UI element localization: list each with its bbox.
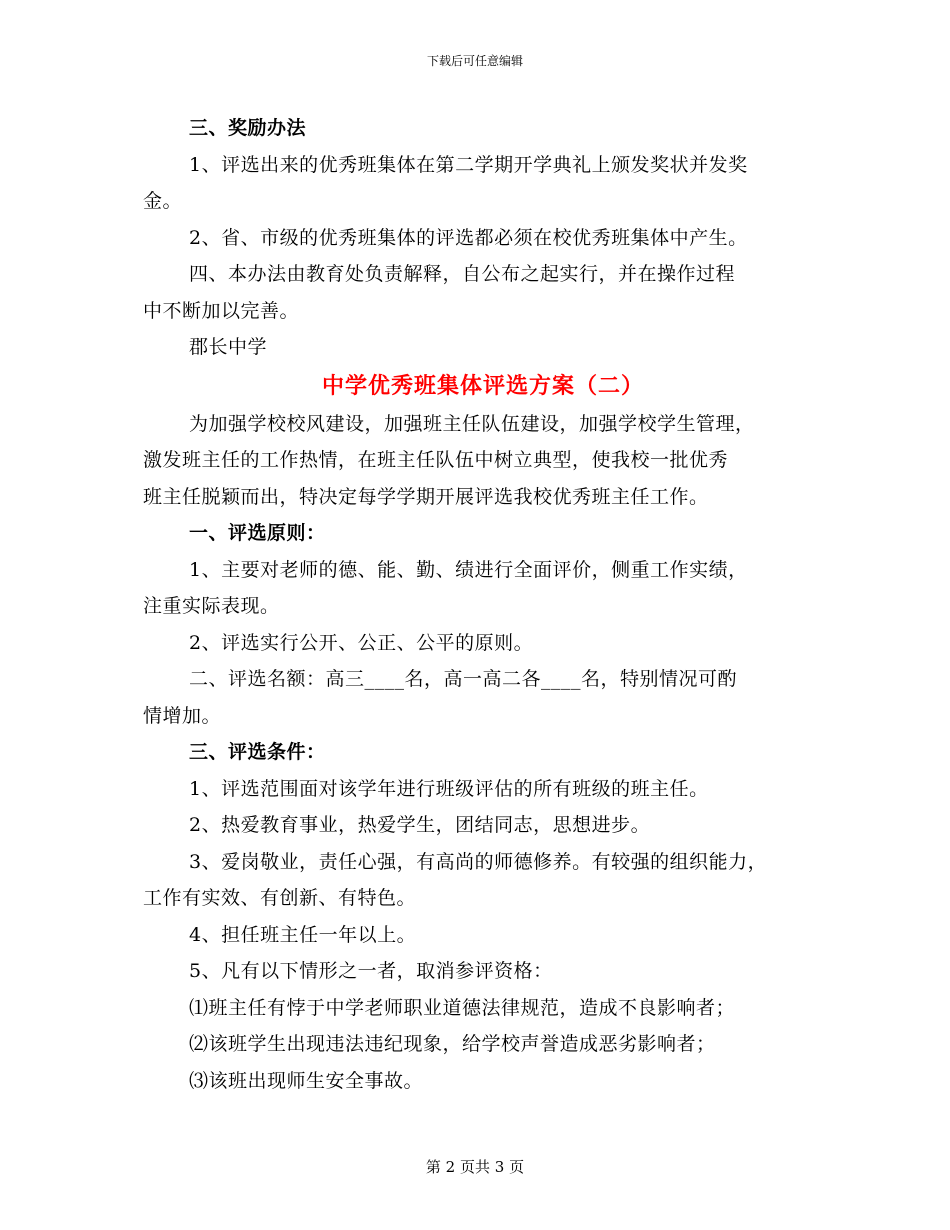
paragraph-line: ⑴班主任有悖于中学老师职业道德法律规范，造成不良影响者；: [189, 996, 736, 1019]
document-title: 中学优秀班集体评选方案（二）: [321, 372, 644, 399]
paragraph-line: ⑶该班出现师生安全事故。: [189, 1069, 424, 1092]
paragraph-line: 郡长中学: [189, 336, 268, 358]
section-heading: 三、奖励办法: [189, 117, 307, 139]
paragraph-line: 2、热爱教育事业，热爱学生，团结同志，思想进步。: [189, 814, 651, 836]
paragraph-line: 注重实际表现。: [143, 595, 280, 617]
paragraph-line: 为加强学校校风建设，加强班主任队伍建设，加强学校学生管理，: [189, 412, 755, 435]
paragraph-line: 情增加。: [143, 704, 222, 727]
paragraph-line: 中不断加以完善。: [143, 299, 300, 322]
paragraph-line: ⑵该班学生出现违法违纪现象，给学校声誉造成恶劣影响者；: [189, 1033, 716, 1055]
page-header: 下载后可任意编辑: [426, 54, 523, 68]
paragraph-line: 四、本办法由教育处负责解释，自公布之起实行，并在操作过程: [189, 263, 736, 285]
page-footer: 第 2 页共 3 页: [425, 1158, 525, 1176]
paragraph-line: 金。: [143, 190, 183, 212]
paragraph-line: 3、爱岗敬业，责任心强，有高尚的师德修养。有较强的组织能力，: [189, 850, 768, 873]
paragraph-line: 班主任脱颖而出，特决定每学学期开展评选我校优秀班主任工作。: [143, 485, 709, 508]
paragraph-line: 1、主要对老师的德、能、勤、绩进行全面评价，侧重工作实绩，: [189, 558, 748, 581]
paragraph-line: 1、评选出来的优秀班集体在第二学期开学典礼上颁发奖状并发奖: [189, 153, 748, 176]
paragraph-line: 二、评选名额：高三____名，高一高二各____名，特别情况可酌: [189, 668, 738, 690]
document-body: [143, 110, 823, 1099]
section-heading: 一、评选原则：: [189, 522, 326, 544]
paragraph-line: 4、担任班主任一年以上。: [189, 923, 417, 946]
paragraph-line: 1、评选范围面对该学年进行班级评估的所有班级的班主任。: [189, 777, 709, 800]
paragraph-line: 2、评选实行公开、公正、公平的原则。: [189, 631, 534, 654]
paragraph-line: 5、凡有以下情形之一者，取消参评资格：: [189, 960, 553, 982]
section-heading: 三、评选条件：: [189, 741, 326, 763]
paragraph-line: 工作有实效、有创新、有特色。: [143, 887, 417, 909]
paragraph-line: 2、省、市级的优秀班集体的评选都必须在校优秀班集体中产生。: [189, 226, 748, 249]
paragraph-line: 激发班主任的工作热情，在班主任队伍中树立典型，使我校一批优秀: [143, 449, 729, 471]
